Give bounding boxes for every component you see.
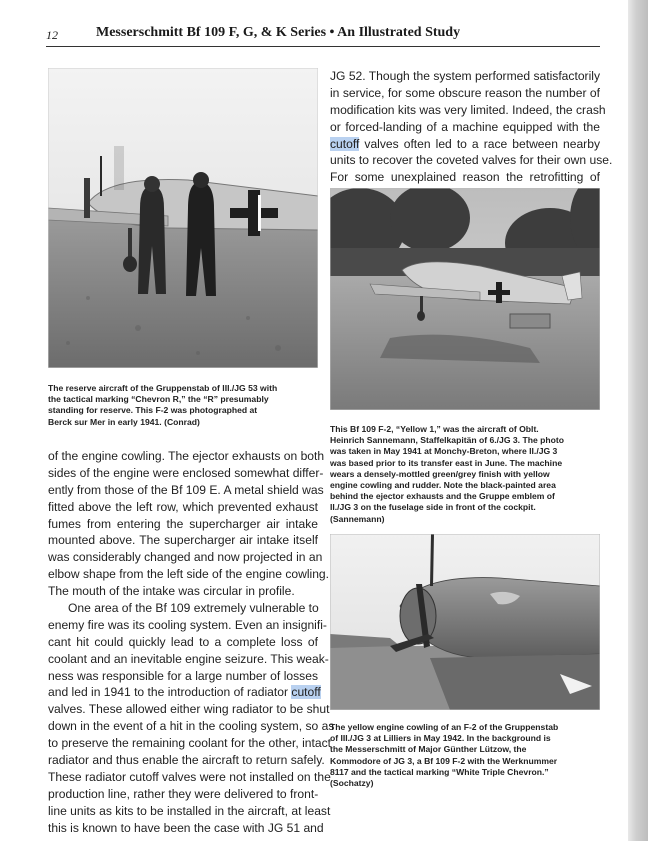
- caption-line: was based prior to its transfer east in June. The machine: [330, 457, 563, 468]
- left-column-text: [48, 448, 335, 836]
- caption-line: (Sochatzy): [330, 778, 374, 789]
- photo-engine-cowling: [330, 534, 600, 710]
- photo-aircraft-in-field: [330, 188, 600, 410]
- text-line: in service, for some obscure reason the number of: [330, 85, 600, 100]
- text-line-with-highlight: [48, 684, 321, 701]
- caption-line: The reserve aircraft of the Gruppenstab of III./JG 53 with: [48, 383, 278, 393]
- caption-line: The yellow engine cowling of an F-2 of the Gruppenstab: [330, 722, 559, 732]
- text-line: radiator and thus enable the aircraft to return safely.: [48, 753, 325, 768]
- caption-line: Berck sur Mer in early 1941. (Conrad): [48, 416, 200, 427]
- text-line: production line, rather they were delivered to front-: [48, 786, 319, 801]
- text-line: enemy fire was its cooling system. Even an insignifi-: [48, 617, 327, 632]
- caption-line: of III./JG 3 at Lilliers in May 1942. In the background is: [330, 733, 551, 744]
- text-fragment: valves often led to a race between nearby: [359, 136, 600, 151]
- caption-line: Heinrich Sannemann, Staffelkapitän of 6./JG 3. The photo: [330, 435, 564, 446]
- right-column-text: [330, 68, 613, 186]
- text-line: elbow shape from the left side of the engine cowling.: [48, 567, 330, 582]
- caption-line: This Bf 109 F-2, “Yellow 1,” was the aircraft of Oblt.: [330, 424, 539, 434]
- text-line: this is known to have been the case with JG 51 and: [48, 820, 324, 835]
- text-line: ently from those of the Bf 109 E. A metal shield was: [48, 482, 324, 497]
- caption-line: was taken in May 1941 at Monchy-Breton, where II./JG 3: [330, 446, 558, 457]
- text-line: line units as kits to be installed in the aircraft, at least: [48, 803, 331, 818]
- header-rule: [46, 46, 600, 47]
- highlighted-word[interactable]: cutoff: [330, 136, 360, 151]
- caption-line: engine cowling and rudder. Note the black-painted area: [330, 480, 556, 491]
- text-line: mounted above. The supercharger air intake itself: [48, 533, 318, 548]
- page-edge-shadow: [628, 0, 648, 841]
- caption-line: Kommodore of JG 3, a Bf 109 F-2 with the Werknummer: [330, 755, 558, 766]
- highlighted-word[interactable]: cutoff: [291, 685, 321, 700]
- text-line-with-highlight: [330, 136, 600, 153]
- text-line: fumes from entering the supercharger air intake: [48, 516, 318, 531]
- caption-line: 8117 and the tactical marking “White Triple Chevron.”: [330, 766, 549, 777]
- caption-line: the tactical marking “Chevron R,” the “R” presumably: [48, 394, 269, 405]
- caption-line: wears a densely-mottled green/grey finish with yellow: [330, 468, 550, 479]
- text-line: ness was responsible for a large number of losses: [48, 668, 318, 683]
- text-line: down in the event of a hit in the cooling system, so as: [48, 719, 335, 734]
- paragraph-start-line: One area of the Bf 109 extremely vulnerable to: [68, 601, 319, 616]
- caption-line: (Sannemann): [330, 513, 385, 524]
- text-line: valves. These allowed either wing radiator to be shut: [48, 702, 330, 717]
- running-title: Messerschmitt Bf 109 F, G, & K Series • An Illustrated Study: [96, 25, 461, 40]
- text-line: The mouth of the intake was circular in profile.: [48, 584, 295, 599]
- text-line: For some unexplained reason the retrofitting of: [330, 170, 600, 185]
- text-line: coolant and an inevitable engine seizure. This weak-: [48, 651, 329, 666]
- text-line: modification kits was very limited. Indeed, the crash: [330, 102, 606, 117]
- photo1-caption: [48, 383, 277, 428]
- caption-line: standing for reserve. This F-2 was photographed at: [48, 405, 258, 416]
- caption-line: the Messerschmitt of Major Günther Lützow, the: [330, 744, 527, 755]
- text-line: units to recover the coveted valves for their own use.: [330, 153, 613, 168]
- text-line: or forced-landing of a machine equipped with the: [330, 119, 600, 134]
- text-line: to preserve the remaining coolant for the other, intact: [48, 736, 332, 751]
- text-line: These radiator cutoff valves were not installed on the: [48, 769, 331, 784]
- text-line: sides of the engine were enclosed somewhat differ-: [48, 465, 324, 480]
- text-fragment: and led in 1941 to the introduction of radiator: [48, 685, 292, 700]
- text-line: JG 52. Though the system performed satisfactorily: [330, 69, 600, 83]
- text-line: of the engine cowling. The ejector exhausts on both: [48, 449, 325, 463]
- photo2-caption: [330, 424, 564, 525]
- caption-line: behind the ejector exhausts and the Gruppe emblem of: [330, 491, 555, 502]
- text-line: was considerably changed and now projected in an: [48, 550, 323, 565]
- page-number: 12: [46, 28, 58, 42]
- text-line: fitted above the left row, which prevented exhaust: [48, 499, 318, 514]
- text-line: cant hit could quickly lead to a complete loss of: [48, 634, 318, 649]
- photo3-caption: [330, 722, 558, 789]
- photo-pilots-with-aircraft: [48, 68, 318, 368]
- caption-line: II./JG 3 on the fuselage side in front of the cockpit.: [330, 502, 536, 513]
